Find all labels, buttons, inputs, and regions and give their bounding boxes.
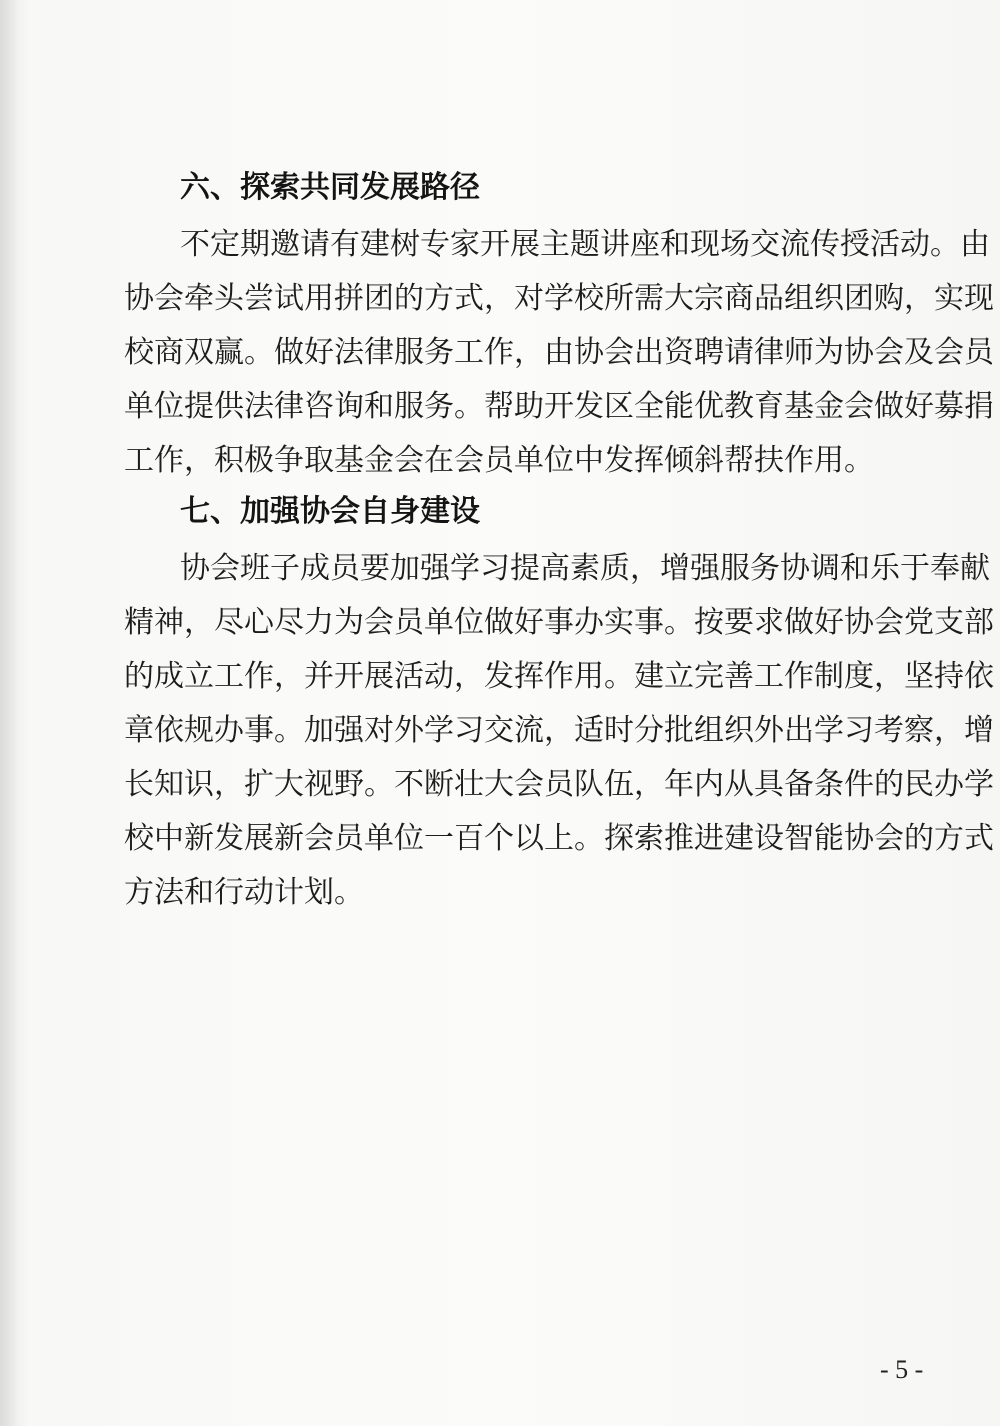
paragraph-line: 方法和行动计划。 bbox=[124, 875, 364, 910]
paragraph-line: 工作，积极争取基金会在会员单位中发挥倾斜帮扶作用。 bbox=[124, 443, 874, 478]
page-number: - 5 - bbox=[880, 1355, 924, 1384]
paragraph-line: 单位提供法律咨询和服务。帮助开发区全能优教育基金会做好募捐 bbox=[124, 389, 994, 424]
scan-shadow bbox=[0, 0, 18, 1426]
paragraph-line: 校商双赢。做好法律服务工作，由协会出资聘请律师为协会及会员 bbox=[124, 335, 994, 370]
section-heading-6: 六、探索共同发展路径 bbox=[180, 170, 480, 205]
paragraph-line: 协会班子成员要加强学习提高素质，增强服务协调和乐于奉献 bbox=[180, 551, 990, 586]
paragraph-line: 不定期邀请有建树专家开展主题讲座和现场交流传授活动。由 bbox=[180, 227, 990, 262]
section-heading-7: 七、加强协会自身建设 bbox=[180, 494, 480, 529]
paragraph-line: 协会牵头尝试用拼团的方式，对学校所需大宗商品组织团购，实现 bbox=[124, 281, 994, 316]
paragraph-line: 的成立工作，并开展活动，发挥作用。建立完善工作制度，坚持依 bbox=[124, 659, 994, 694]
paragraph-line: 长知识，扩大视野。不断壮大会员队伍，年内从具备条件的民办学 bbox=[124, 767, 994, 802]
paragraph-line: 章依规办事。加强对外学习交流，适时分批组织外出学习考察，增 bbox=[124, 713, 994, 748]
paragraph-line: 校中新发展新会员单位一百个以上。探索推进建设智能协会的方式 bbox=[124, 821, 994, 856]
paragraph-line: 精神，尽心尽力为会员单位做好事办实事。按要求做好协会党支部 bbox=[124, 605, 994, 640]
